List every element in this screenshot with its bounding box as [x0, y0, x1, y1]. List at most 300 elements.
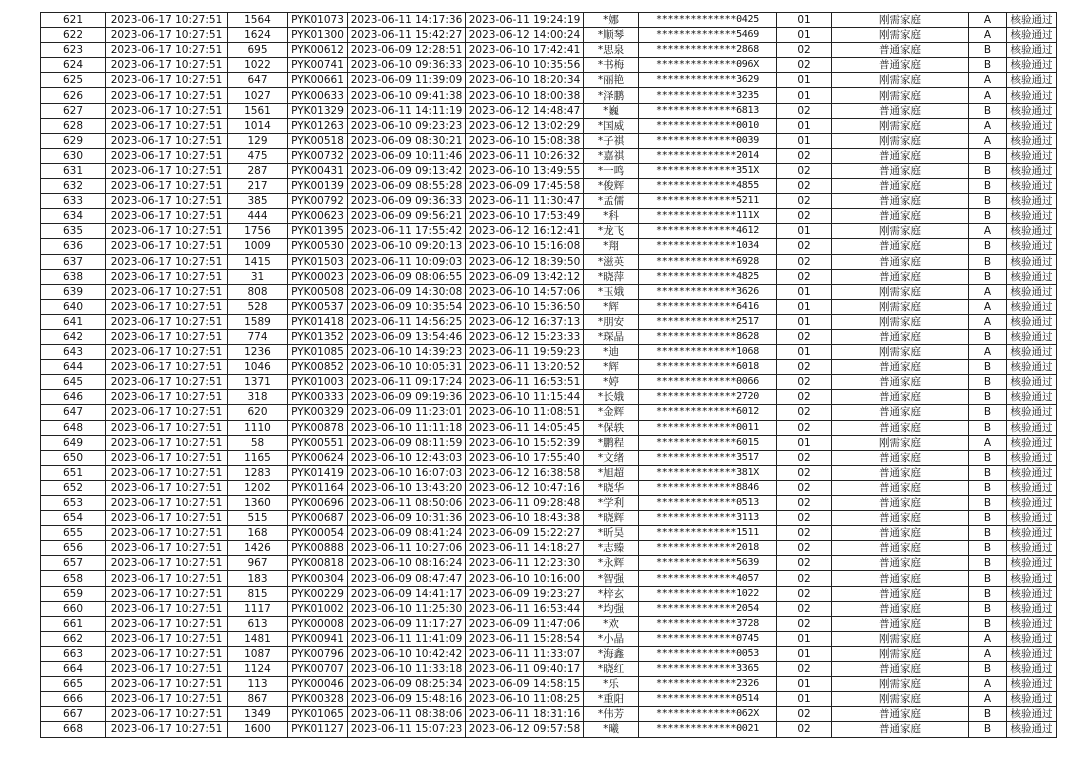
group-cell: A — [969, 133, 1007, 148]
name-cell: *海鑫 — [584, 646, 639, 661]
order-no-cell: 1124 — [228, 662, 288, 677]
type-code-cell: 02 — [777, 194, 832, 209]
table-row — [41, 646, 1057, 661]
id-number-cell: **************6018 — [639, 360, 777, 375]
group-cell: B — [969, 209, 1007, 224]
seq-cell: 667 — [41, 707, 106, 722]
group-cell: B — [969, 405, 1007, 420]
publish-time-cell: 2023-06-17 10:27:51 — [106, 13, 228, 28]
order-no-cell: 528 — [228, 299, 288, 314]
publish-time-cell: 2023-06-17 10:27:51 — [106, 556, 228, 571]
table-row — [41, 58, 1057, 73]
application-id-cell: PYK01085 — [288, 345, 348, 360]
order-no-cell: 815 — [228, 586, 288, 601]
type-code-cell: 01 — [777, 73, 832, 88]
order-no-cell: 1202 — [228, 480, 288, 495]
status-cell: 核验通过 — [1007, 616, 1057, 631]
submit-time-cell: 2023-06-10 16:07:03 — [348, 465, 466, 480]
review-time-cell: 2023-06-11 15:28:54 — [466, 631, 584, 646]
table-row — [41, 88, 1057, 103]
family-type-cell: 普通家庭 — [832, 571, 969, 586]
order-no-cell: 58 — [228, 435, 288, 450]
review-time-cell: 2023-06-12 14:00:24 — [466, 28, 584, 43]
family-type-cell: 普通家庭 — [832, 465, 969, 480]
type-code-cell: 01 — [777, 692, 832, 707]
id-number-cell: **************2517 — [639, 314, 777, 329]
id-number-cell: **************6813 — [639, 103, 777, 118]
order-no-cell: 1349 — [228, 707, 288, 722]
application-id-cell: PYK00941 — [288, 631, 348, 646]
family-type-cell: 普通家庭 — [832, 480, 969, 495]
group-cell: B — [969, 586, 1007, 601]
name-cell: *俊辉 — [584, 179, 639, 194]
group-cell: B — [969, 571, 1007, 586]
application-id-cell: PYK00687 — [288, 511, 348, 526]
publish-time-cell: 2023-06-17 10:27:51 — [106, 420, 228, 435]
status-cell: 核验通过 — [1007, 58, 1057, 73]
table-row — [41, 345, 1057, 360]
table-row — [41, 329, 1057, 344]
type-code-cell: 02 — [777, 148, 832, 163]
order-no-cell: 31 — [228, 269, 288, 284]
seq-cell: 664 — [41, 662, 106, 677]
order-no-cell: 318 — [228, 390, 288, 405]
review-time-cell: 2023-06-11 11:30:47 — [466, 194, 584, 209]
publish-time-cell: 2023-06-17 10:27:51 — [106, 631, 228, 646]
group-cell: B — [969, 148, 1007, 163]
group-cell: B — [969, 616, 1007, 631]
submit-time-cell: 2023-06-09 10:31:36 — [348, 511, 466, 526]
group-cell: B — [969, 420, 1007, 435]
family-type-cell: 普通家庭 — [832, 58, 969, 73]
application-id-cell: PYK00624 — [288, 450, 348, 465]
group-cell: B — [969, 541, 1007, 556]
application-id-cell: PYK00304 — [288, 571, 348, 586]
name-cell: *翔 — [584, 239, 639, 254]
table-row — [41, 556, 1057, 571]
table-row — [41, 148, 1057, 163]
publish-time-cell: 2023-06-17 10:27:51 — [106, 58, 228, 73]
application-id-cell: PYK00518 — [288, 133, 348, 148]
submit-time-cell: 2023-06-09 08:41:24 — [348, 526, 466, 541]
submit-time-cell: 2023-06-10 11:11:18 — [348, 420, 466, 435]
group-cell: B — [969, 239, 1007, 254]
submit-time-cell: 2023-06-09 09:36:33 — [348, 194, 466, 209]
type-code-cell: 02 — [777, 511, 832, 526]
seq-cell: 643 — [41, 345, 106, 360]
name-cell: *晓红 — [584, 662, 639, 677]
application-id-cell: PYK00551 — [288, 435, 348, 450]
type-code-cell: 01 — [777, 677, 832, 692]
family-type-cell: 普通家庭 — [832, 254, 969, 269]
submit-time-cell: 2023-06-10 09:20:13 — [348, 239, 466, 254]
id-number-cell: **************0513 — [639, 496, 777, 511]
seq-cell: 652 — [41, 480, 106, 495]
name-cell: *朋安 — [584, 314, 639, 329]
submit-time-cell: 2023-06-10 13:43:20 — [348, 480, 466, 495]
group-cell: B — [969, 480, 1007, 495]
type-code-cell: 02 — [777, 239, 832, 254]
status-cell: 核验通过 — [1007, 390, 1057, 405]
application-id-cell: PYK01073 — [288, 13, 348, 28]
submit-time-cell: 2023-06-11 08:50:06 — [348, 496, 466, 511]
seq-cell: 624 — [41, 58, 106, 73]
application-id-cell: PYK00796 — [288, 646, 348, 661]
review-time-cell: 2023-06-12 13:02:29 — [466, 118, 584, 133]
review-time-cell: 2023-06-09 11:47:06 — [466, 616, 584, 631]
family-type-cell: 刚需家庭 — [832, 677, 969, 692]
order-no-cell: 287 — [228, 163, 288, 178]
order-no-cell: 867 — [228, 692, 288, 707]
submit-time-cell: 2023-06-09 10:11:46 — [348, 148, 466, 163]
table-row — [41, 601, 1057, 616]
submit-time-cell: 2023-06-09 08:11:59 — [348, 435, 466, 450]
submit-time-cell: 2023-06-11 15:07:23 — [348, 722, 466, 737]
order-no-cell: 1756 — [228, 224, 288, 239]
name-cell: *梓玄 — [584, 586, 639, 601]
family-type-cell: 普通家庭 — [832, 601, 969, 616]
publish-time-cell: 2023-06-17 10:27:51 — [106, 73, 228, 88]
publish-time-cell: 2023-06-17 10:27:51 — [106, 450, 228, 465]
seq-cell: 646 — [41, 390, 106, 405]
type-code-cell: 02 — [777, 571, 832, 586]
submit-time-cell: 2023-06-10 09:41:38 — [348, 88, 466, 103]
family-type-cell: 普通家庭 — [832, 541, 969, 556]
family-type-cell: 普通家庭 — [832, 360, 969, 375]
type-code-cell: 02 — [777, 450, 832, 465]
name-cell: *思泉 — [584, 43, 639, 58]
application-id-cell: PYK01419 — [288, 465, 348, 480]
family-type-cell: 普通家庭 — [832, 329, 969, 344]
group-cell: B — [969, 194, 1007, 209]
table-row — [41, 662, 1057, 677]
publish-time-cell: 2023-06-17 10:27:51 — [106, 646, 228, 661]
type-code-cell: 02 — [777, 209, 832, 224]
seq-cell: 658 — [41, 571, 106, 586]
group-cell: B — [969, 375, 1007, 390]
table-row — [41, 179, 1057, 194]
application-id-cell: PYK01418 — [288, 314, 348, 329]
review-time-cell: 2023-06-10 10:35:56 — [466, 58, 584, 73]
type-code-cell: 02 — [777, 58, 832, 73]
seq-cell: 641 — [41, 314, 106, 329]
application-id-cell: PYK01395 — [288, 224, 348, 239]
order-no-cell: 1110 — [228, 420, 288, 435]
status-cell: 核验通过 — [1007, 73, 1057, 88]
status-cell: 核验通过 — [1007, 43, 1057, 58]
application-id-cell: PYK00633 — [288, 88, 348, 103]
submit-time-cell: 2023-06-10 10:42:42 — [348, 646, 466, 661]
status-cell: 核验通过 — [1007, 541, 1057, 556]
name-cell: *晓华 — [584, 480, 639, 495]
order-no-cell: 1022 — [228, 58, 288, 73]
seq-cell: 648 — [41, 420, 106, 435]
group-cell: A — [969, 314, 1007, 329]
publish-time-cell: 2023-06-17 10:27:51 — [106, 405, 228, 420]
order-no-cell: 1009 — [228, 239, 288, 254]
group-cell: B — [969, 722, 1007, 737]
seq-cell: 666 — [41, 692, 106, 707]
order-no-cell: 183 — [228, 571, 288, 586]
id-number-cell: **************0745 — [639, 631, 777, 646]
group-cell: A — [969, 73, 1007, 88]
id-number-cell: **************3235 — [639, 88, 777, 103]
group-cell: A — [969, 435, 1007, 450]
id-number-cell: **************6416 — [639, 299, 777, 314]
family-type-cell: 普通家庭 — [832, 163, 969, 178]
publish-time-cell: 2023-06-17 10:27:51 — [106, 28, 228, 43]
submit-time-cell: 2023-06-10 10:05:31 — [348, 360, 466, 375]
order-no-cell: 1014 — [228, 118, 288, 133]
group-cell: A — [969, 677, 1007, 692]
status-cell: 核验通过 — [1007, 405, 1057, 420]
group-cell: B — [969, 450, 1007, 465]
publish-time-cell: 2023-06-17 10:27:51 — [106, 345, 228, 360]
publish-time-cell: 2023-06-17 10:27:51 — [106, 179, 228, 194]
review-time-cell: 2023-06-11 16:53:44 — [466, 601, 584, 616]
table-row — [41, 465, 1057, 480]
publish-time-cell: 2023-06-17 10:27:51 — [106, 390, 228, 405]
submit-time-cell: 2023-06-10 14:39:23 — [348, 345, 466, 360]
seq-cell: 637 — [41, 254, 106, 269]
id-number-cell: **************351X — [639, 163, 777, 178]
table-row — [41, 209, 1057, 224]
family-type-cell: 刚需家庭 — [832, 118, 969, 133]
publish-time-cell: 2023-06-17 10:27:51 — [106, 465, 228, 480]
status-cell: 核验通过 — [1007, 375, 1057, 390]
seq-cell: 645 — [41, 375, 106, 390]
publish-time-cell: 2023-06-17 10:27:51 — [106, 239, 228, 254]
id-number-cell: **************2326 — [639, 677, 777, 692]
review-time-cell: 2023-06-11 14:18:27 — [466, 541, 584, 556]
publish-time-cell: 2023-06-17 10:27:51 — [106, 511, 228, 526]
table-row — [41, 390, 1057, 405]
application-id-cell: PYK00623 — [288, 209, 348, 224]
review-time-cell: 2023-06-12 16:38:58 — [466, 465, 584, 480]
seq-cell: 660 — [41, 601, 106, 616]
group-cell: B — [969, 58, 1007, 73]
seq-cell: 656 — [41, 541, 106, 556]
name-cell: *一鸣 — [584, 163, 639, 178]
publish-time-cell: 2023-06-17 10:27:51 — [106, 616, 228, 631]
table-row — [41, 269, 1057, 284]
name-cell: *迪 — [584, 345, 639, 360]
submit-time-cell: 2023-06-09 08:55:28 — [348, 179, 466, 194]
order-no-cell: 1415 — [228, 254, 288, 269]
publish-time-cell: 2023-06-17 10:27:51 — [106, 526, 228, 541]
application-id-cell: PYK00612 — [288, 43, 348, 58]
table-row — [41, 375, 1057, 390]
table-row — [41, 541, 1057, 556]
table-row — [41, 435, 1057, 450]
status-cell: 核验通过 — [1007, 526, 1057, 541]
id-number-cell: **************111X — [639, 209, 777, 224]
id-number-cell: **************6012 — [639, 405, 777, 420]
family-type-cell: 普通家庭 — [832, 239, 969, 254]
family-type-cell: 普通家庭 — [832, 511, 969, 526]
submit-time-cell: 2023-06-09 09:13:42 — [348, 163, 466, 178]
id-number-cell: **************6928 — [639, 254, 777, 269]
group-cell: B — [969, 390, 1007, 405]
submit-time-cell: 2023-06-09 12:28:51 — [348, 43, 466, 58]
review-time-cell: 2023-06-09 13:42:12 — [466, 269, 584, 284]
order-no-cell: 1426 — [228, 541, 288, 556]
table-row — [41, 314, 1057, 329]
id-number-cell: **************6015 — [639, 435, 777, 450]
name-cell: *智强 — [584, 571, 639, 586]
submit-time-cell: 2023-06-09 15:48:16 — [348, 692, 466, 707]
name-cell: *科 — [584, 209, 639, 224]
status-cell: 核验通过 — [1007, 646, 1057, 661]
publish-time-cell: 2023-06-17 10:27:51 — [106, 209, 228, 224]
publish-time-cell: 2023-06-17 10:27:51 — [106, 662, 228, 677]
name-cell: *滋英 — [584, 254, 639, 269]
name-cell: *重阳 — [584, 692, 639, 707]
seq-cell: 668 — [41, 722, 106, 737]
name-cell: *孟儒 — [584, 194, 639, 209]
review-time-cell: 2023-06-10 14:57:06 — [466, 284, 584, 299]
id-number-cell: **************3626 — [639, 284, 777, 299]
name-cell: *乐 — [584, 677, 639, 692]
type-code-cell: 02 — [777, 375, 832, 390]
name-cell: *琛晶 — [584, 329, 639, 344]
name-cell: *子祺 — [584, 133, 639, 148]
application-id-cell: PYK00008 — [288, 616, 348, 631]
group-cell: B — [969, 707, 1007, 722]
review-time-cell: 2023-06-09 14:58:15 — [466, 677, 584, 692]
group-cell: A — [969, 646, 1007, 661]
table-row — [41, 254, 1057, 269]
status-cell: 核验通过 — [1007, 707, 1057, 722]
submit-time-cell: 2023-06-09 10:35:54 — [348, 299, 466, 314]
table-row — [41, 722, 1057, 737]
name-cell: *伟芳 — [584, 707, 639, 722]
application-id-cell: PYK00696 — [288, 496, 348, 511]
review-time-cell: 2023-06-11 10:26:32 — [466, 148, 584, 163]
name-cell: *顺琴 — [584, 28, 639, 43]
type-code-cell: 02 — [777, 526, 832, 541]
review-time-cell: 2023-06-10 18:20:34 — [466, 73, 584, 88]
review-time-cell: 2023-06-10 18:43:38 — [466, 511, 584, 526]
type-code-cell: 01 — [777, 118, 832, 133]
group-cell: B — [969, 465, 1007, 480]
id-number-cell: **************0011 — [639, 420, 777, 435]
seq-cell: 622 — [41, 28, 106, 43]
id-number-cell: **************4825 — [639, 269, 777, 284]
id-number-cell: **************4612 — [639, 224, 777, 239]
submit-time-cell: 2023-06-09 14:41:17 — [348, 586, 466, 601]
seq-cell: 651 — [41, 465, 106, 480]
status-cell: 核验通过 — [1007, 360, 1057, 375]
seq-cell: 642 — [41, 329, 106, 344]
review-time-cell: 2023-06-11 19:59:23 — [466, 345, 584, 360]
publish-time-cell: 2023-06-17 10:27:51 — [106, 148, 228, 163]
application-id-cell: PYK00333 — [288, 390, 348, 405]
application-id-cell: PYK00328 — [288, 692, 348, 707]
review-time-cell: 2023-06-09 15:22:27 — [466, 526, 584, 541]
type-code-cell: 01 — [777, 345, 832, 360]
seq-cell: 653 — [41, 496, 106, 511]
seq-cell: 640 — [41, 299, 106, 314]
table-row — [41, 571, 1057, 586]
status-cell: 核验通过 — [1007, 269, 1057, 284]
order-no-cell: 1564 — [228, 13, 288, 28]
application-id-cell: PYK01263 — [288, 118, 348, 133]
name-cell: *学利 — [584, 496, 639, 511]
submit-time-cell: 2023-06-09 11:39:09 — [348, 73, 466, 88]
table-row — [41, 496, 1057, 511]
name-cell: *辉 — [584, 360, 639, 375]
publish-time-cell: 2023-06-17 10:27:51 — [106, 601, 228, 616]
table-row — [41, 450, 1057, 465]
review-time-cell: 2023-06-10 15:08:38 — [466, 133, 584, 148]
id-number-cell: **************0514 — [639, 692, 777, 707]
publish-time-cell: 2023-06-17 10:27:51 — [106, 103, 228, 118]
group-cell: B — [969, 179, 1007, 194]
status-cell: 核验通过 — [1007, 465, 1057, 480]
submit-time-cell: 2023-06-09 08:06:55 — [348, 269, 466, 284]
id-number-cell: **************3365 — [639, 662, 777, 677]
type-code-cell: 01 — [777, 88, 832, 103]
id-number-cell: **************0053 — [639, 646, 777, 661]
status-cell: 核验通过 — [1007, 571, 1057, 586]
table-row — [41, 284, 1057, 299]
order-no-cell: 1087 — [228, 646, 288, 661]
submit-time-cell: 2023-06-09 13:54:46 — [348, 329, 466, 344]
order-no-cell: 1600 — [228, 722, 288, 737]
order-no-cell: 1624 — [228, 28, 288, 43]
family-type-cell: 普通家庭 — [832, 269, 969, 284]
table-row — [41, 480, 1057, 495]
seq-cell: 623 — [41, 43, 106, 58]
id-number-cell: **************4855 — [639, 179, 777, 194]
application-id-cell: PYK00732 — [288, 148, 348, 163]
type-code-cell: 02 — [777, 586, 832, 601]
id-number-cell: **************2018 — [639, 541, 777, 556]
group-cell: B — [969, 103, 1007, 118]
type-code-cell: 02 — [777, 480, 832, 495]
seq-cell: 629 — [41, 133, 106, 148]
status-cell: 核验通过 — [1007, 28, 1057, 43]
application-id-cell: PYK01329 — [288, 103, 348, 118]
name-cell: *文绪 — [584, 450, 639, 465]
order-no-cell: 444 — [228, 209, 288, 224]
application-id-cell: PYK00054 — [288, 526, 348, 541]
family-type-cell: 普通家庭 — [832, 148, 969, 163]
family-type-cell: 刚需家庭 — [832, 692, 969, 707]
id-number-cell: **************0066 — [639, 375, 777, 390]
submit-time-cell: 2023-06-09 14:30:08 — [348, 284, 466, 299]
review-time-cell: 2023-06-11 12:23:30 — [466, 556, 584, 571]
type-code-cell: 01 — [777, 646, 832, 661]
seq-cell: 659 — [41, 586, 106, 601]
application-id-cell: PYK01065 — [288, 707, 348, 722]
family-type-cell: 刚需家庭 — [832, 88, 969, 103]
publish-time-cell: 2023-06-17 10:27:51 — [106, 496, 228, 511]
application-id-cell: PYK00888 — [288, 541, 348, 556]
table-row — [41, 677, 1057, 692]
submit-time-cell: 2023-06-10 11:25:30 — [348, 601, 466, 616]
order-no-cell: 1561 — [228, 103, 288, 118]
application-id-cell: PYK01352 — [288, 329, 348, 344]
group-cell: A — [969, 224, 1007, 239]
id-number-cell: **************1511 — [639, 526, 777, 541]
order-no-cell: 385 — [228, 194, 288, 209]
family-type-cell: 刚需家庭 — [832, 299, 969, 314]
name-cell: *曦 — [584, 722, 639, 737]
seq-cell: 632 — [41, 179, 106, 194]
review-time-cell: 2023-06-12 18:39:50 — [466, 254, 584, 269]
